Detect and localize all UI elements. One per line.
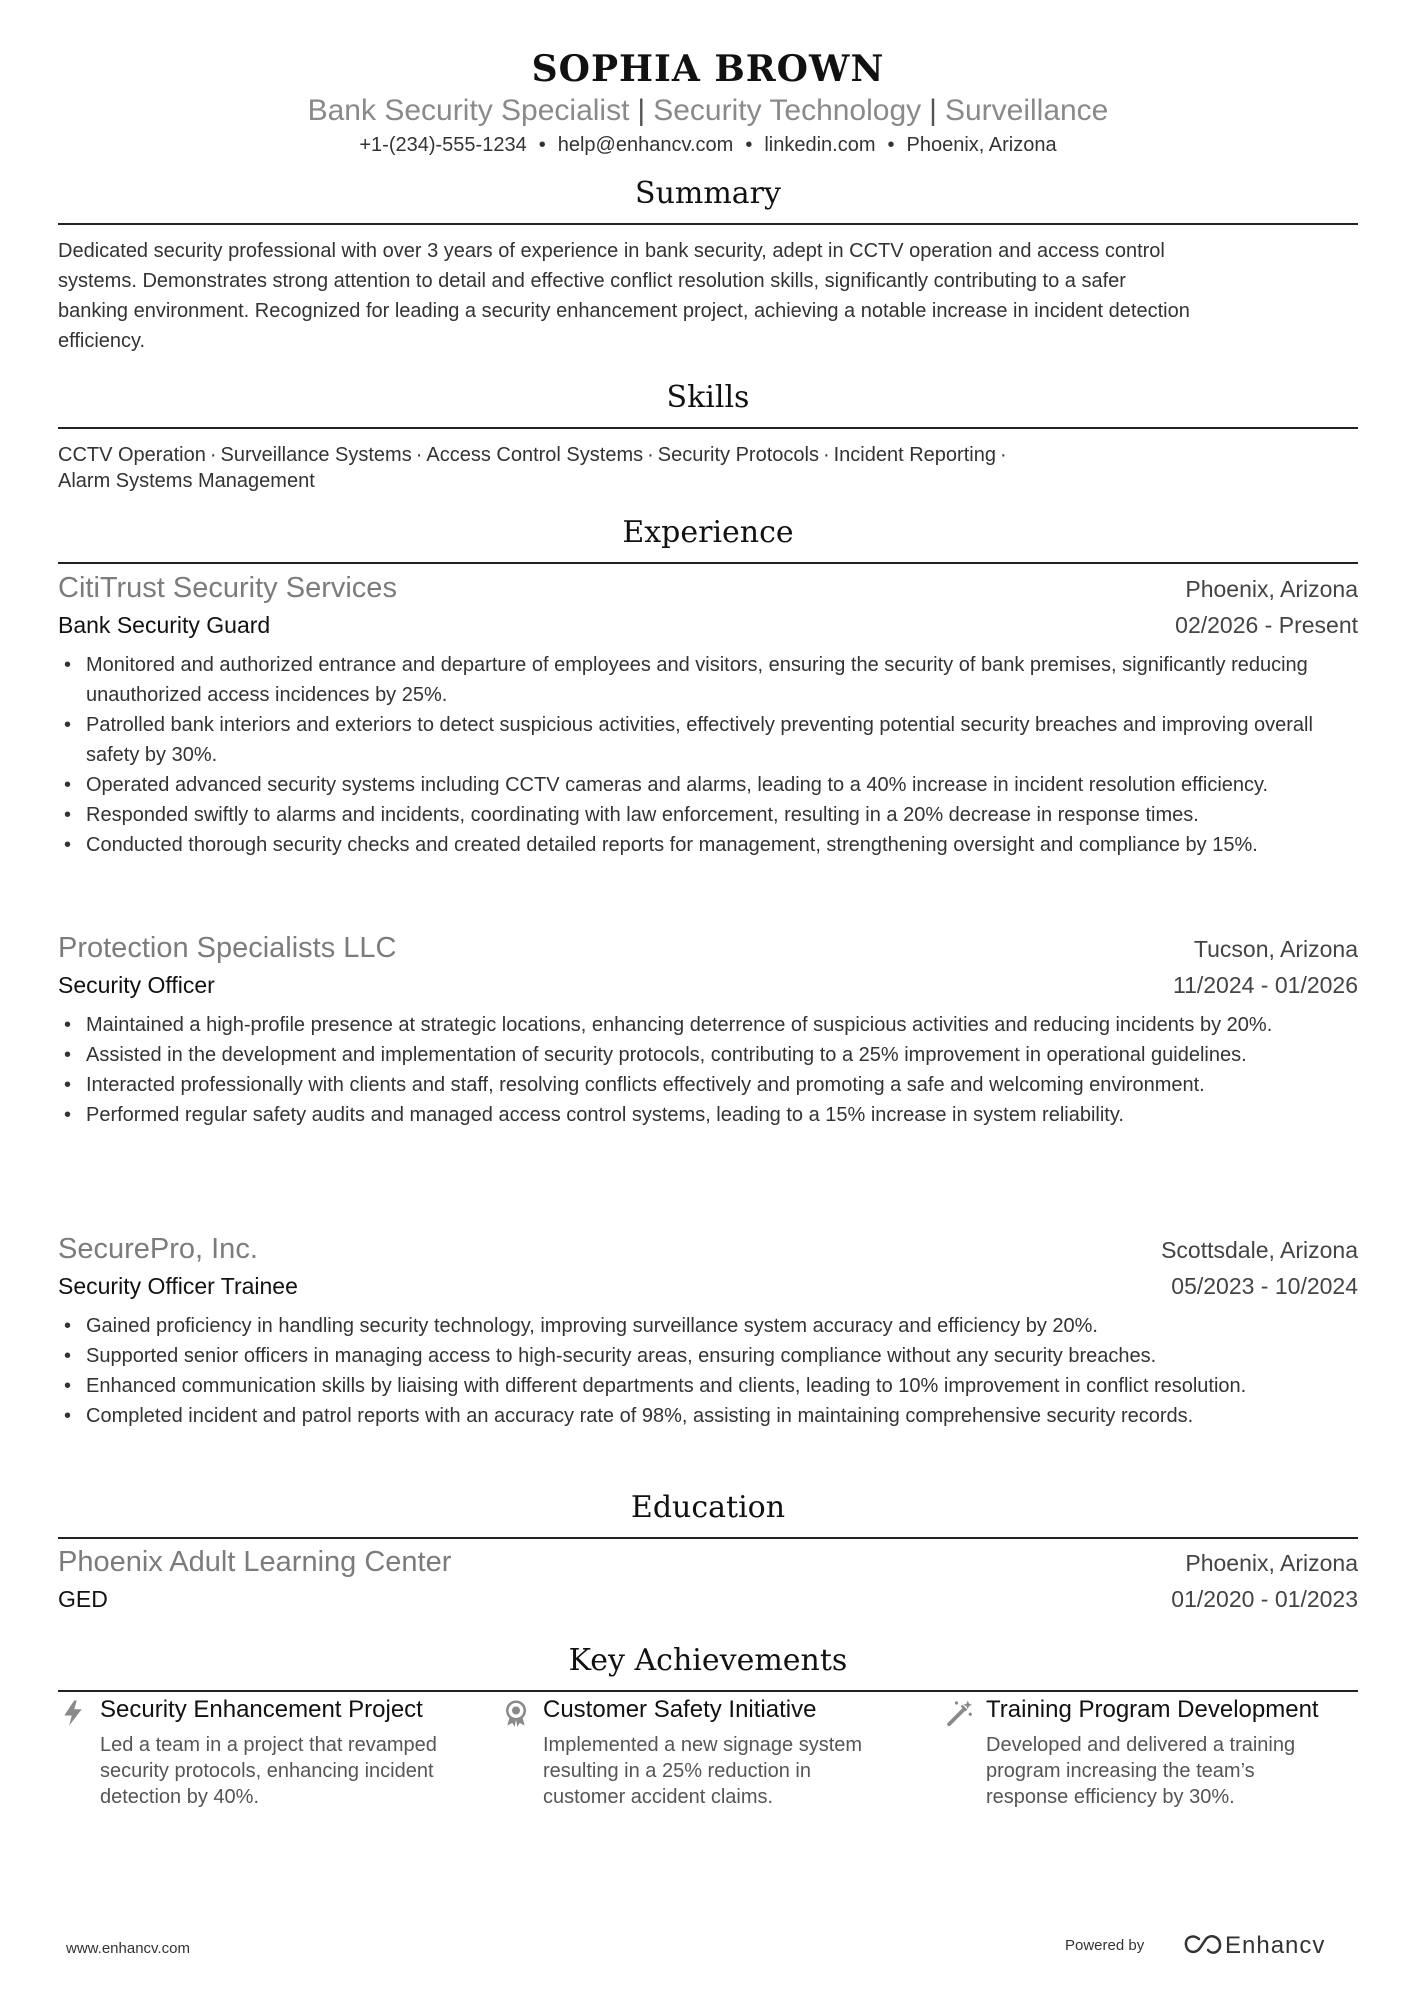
skill-item: Security Protocols	[657, 444, 819, 466]
summary-line: Dedicated security professional with over 3 years of experience in bank security, adept in CCTV operation and access control	[58, 240, 1165, 262]
section-divider	[58, 1537, 1358, 1539]
enhancv-logo[interactable]	[1183, 1929, 1343, 1963]
list-item: • Performed regular safety audits and managed access control systems, leading to a 15% increase in system reliability.	[58, 1100, 1358, 1130]
achievements-heading: Key Achievements	[568, 1643, 848, 1678]
achievement-title: Security Enhancement Project	[100, 1696, 423, 1723]
title-part: Surveillance	[944, 94, 1109, 127]
skill-item: CCTV Operation	[58, 444, 206, 466]
powered-by-label: Powered by	[1065, 1937, 1145, 1954]
company-name: Protection Specialists LLC	[58, 932, 397, 964]
lightning-bolt-icon	[58, 1698, 88, 1728]
school-location: Phoenix, Arizona	[1185, 1550, 1358, 1576]
summary-line: systems. Demonstrates strong attention to detail and effective conflict resolution skills, significantly contributing to a safer	[58, 270, 1126, 292]
footer-url[interactable]: www.enhancv.com	[66, 1940, 190, 1957]
skills-line	[58, 468, 1358, 494]
job-location: Tucson, Arizona	[1193, 936, 1358, 962]
education-heading: Education	[630, 1490, 786, 1525]
skill-separator: ·	[647, 444, 654, 466]
job-role: Security Officer	[58, 972, 215, 998]
skill-item: Alarm Systems Management	[58, 470, 315, 492]
summary-heading: Summary	[635, 176, 781, 211]
summary-text	[58, 236, 1358, 356]
skills-heading: Skills	[666, 380, 750, 415]
job-role: Security Officer Trainee	[58, 1273, 298, 1299]
skills-line	[58, 442, 1358, 468]
list-item: • Patrolled bank interiors and exteriors to detect suspicious activities, effectively preventing potential security breaches and improving overall safety by 30%.	[58, 710, 1358, 770]
skill-separator: ·	[415, 444, 423, 466]
school-name: Phoenix Adult Learning Center	[58, 1546, 452, 1578]
list-item: • Gained proficiency in handling security technology, improving surveillance system accuracy and efficiency by 20%.	[58, 1311, 1358, 1341]
skill-separator: ·	[209, 444, 217, 466]
list-item: • Supported senior officers in managing access to high-security areas, ensuring compliance without any security breaches.	[58, 1341, 1358, 1371]
job-location: Scottsdale, Arizona	[1161, 1237, 1358, 1263]
degree: GED	[58, 1586, 108, 1612]
contact-separator: •	[538, 134, 546, 156]
skill-separator: ·	[999, 444, 1007, 466]
company-name: CitiTrust Security Services	[58, 572, 397, 604]
list-item: • Completed incident and patrol reports with an accuracy rate of 98%, assisting in maintaining comprehensive security records.	[58, 1401, 1358, 1431]
resume-page	[58, 0, 1358, 1995]
skills-list	[58, 442, 1358, 494]
title-part: Bank Security Specialist	[307, 94, 630, 127]
job-bullets	[58, 1311, 1358, 1431]
list-item: • Interacted professionally with clients and staff, resolving conflicts effectively and promoting a safe and welcoming environment.	[58, 1070, 1358, 1100]
achievement-description: Led a team in a project that revamped security protocols, enhancing incident detection by 40%.	[100, 1734, 437, 1808]
job-location: Phoenix, Arizona	[1185, 576, 1358, 602]
enhancv-logo-text: Enhancv	[1225, 1932, 1326, 1959]
list-item: • Monitored and authorized entrance and departure of employees and visitors, ensuring the security of bank premises, significantly reducing unauthorized access incidences by 25%.	[58, 650, 1358, 710]
section-divider	[58, 223, 1358, 225]
list-item: • Responded swiftly to alarms and incidents, coordinating with law enforcement, resulting in a 20% decrease in response times.	[58, 800, 1358, 830]
list-item: • Assisted in the development and implementation of security protocols, contributing to a 25% improvement in operational guidelines.	[58, 1040, 1358, 1070]
experience-heading: Experience	[622, 515, 794, 550]
list-item: • Conducted thorough security checks and created detailed reports for management, strengthening oversight and compliance by 15%.	[58, 830, 1358, 860]
summary-line: banking environment. Recognized for leading a security enhancement project, achieving a notable increase in incident detection	[58, 300, 1190, 322]
list-item: • Maintained a high-profile presence at strategic locations, enhancing deterrence of suspicious activities and reducing incidents by 20%.	[58, 1010, 1358, 1040]
job-bullets	[58, 1010, 1358, 1130]
award-ribbon-icon	[501, 1698, 531, 1728]
job-role: Bank Security Guard	[58, 612, 271, 638]
title-separator: |	[929, 94, 937, 127]
skill-item: Surveillance Systems	[220, 444, 412, 466]
enhancv-logo-icon	[1183, 1931, 1223, 1961]
section-divider	[58, 427, 1358, 429]
summary-line: efficiency.	[58, 330, 146, 352]
candidate-name: SOPHIA BROWN	[531, 48, 885, 90]
list-item: • Operated advanced security systems including CCTV cameras and alarms, leading to a 40% increase in incident resolution efficiency.	[58, 770, 1358, 800]
phone[interactable]: +1-(234)-555-1234	[359, 134, 527, 156]
job-dates: 02/2026 - Present	[1175, 612, 1358, 638]
education-dates: 01/2020 - 01/2023	[1171, 1586, 1358, 1612]
magic-wand-icon	[944, 1698, 974, 1728]
candidate-title	[58, 94, 1358, 128]
job-bullets	[58, 650, 1358, 860]
achievement-description: Implemented a new signage system resulting in a 25% reduction in customer accident claims.	[543, 1734, 863, 1808]
job-dates: 05/2023 - 10/2024	[1171, 1273, 1358, 1299]
list-item: • Enhanced communication skills by liaising with different departments and clients, leading to 10% improvement in conflict resolution.	[58, 1371, 1358, 1401]
location: Phoenix, Arizona	[906, 134, 1057, 156]
title-separator: |	[637, 94, 646, 127]
company-name: SecurePro, Inc.	[58, 1233, 258, 1265]
contact-separator: •	[887, 134, 895, 156]
skill-item: Access Control Systems	[426, 444, 644, 466]
contact-separator: •	[745, 134, 753, 156]
section-divider	[58, 1690, 1358, 1692]
section-divider	[58, 562, 1358, 564]
achievement-title: Customer Safety Initiative	[543, 1696, 817, 1723]
contact-line	[58, 134, 1358, 157]
job-dates: 11/2024 - 01/2026	[1172, 972, 1358, 998]
email[interactable]: help@enhancv.com	[557, 134, 734, 156]
skill-item: Incident Reporting	[833, 444, 996, 466]
achievement-title: Training Program Development	[986, 1696, 1319, 1723]
linkedin-link[interactable]: linkedin.com	[764, 134, 876, 156]
skill-separator: ·	[822, 444, 830, 466]
achievement-description: Developed and delivered a training program increasing the team’s response efficiency by 30%.	[986, 1734, 1296, 1808]
title-part: Security Technology	[653, 94, 922, 127]
